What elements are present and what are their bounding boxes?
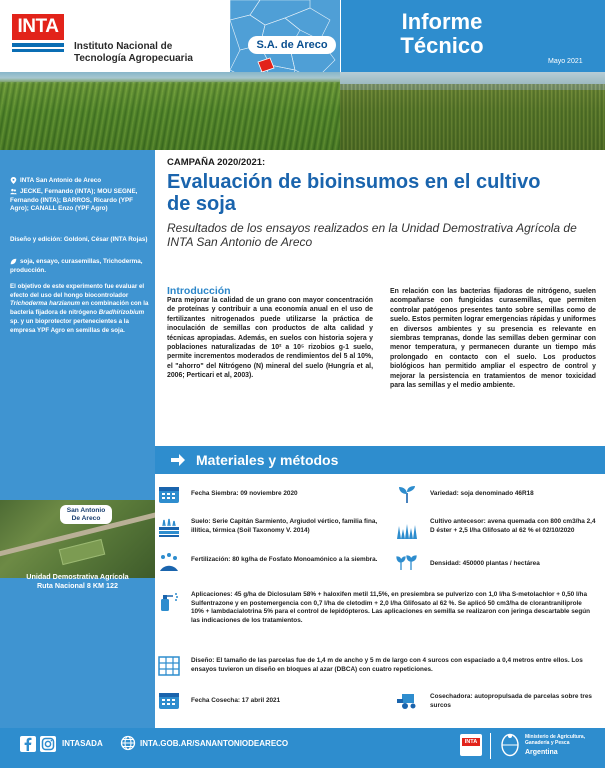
facebook-icon[interactable] [20,736,36,752]
fertilizer-icon [158,552,180,572]
sidebar-unit [10,177,150,186]
grass-icon [396,520,418,540]
soil-layers-icon [158,518,180,538]
report-date: Mayo 2021 [548,58,583,65]
authors-text: JECKE, Fernando (INTA); MOU SEGNE, Fernando (INTA); BARROS, Ricardo (YPF Agro); CANALL Enzo (YPF Agro) [10,188,138,213]
campaign-label: CAMPAÑA 2020/2021: [167,157,266,168]
header [0,0,605,150]
site-line-2: Ruta Nacional 8 KM 122 [36,581,119,590]
location-badge: S.A. de Areco [248,36,336,54]
location-pin-icon [10,177,17,184]
sprout-icon [396,484,418,504]
site-line-1: Unidad Demostrativa Agrícola [26,572,129,581]
footer-divider [490,733,491,759]
footer-inta-text: INTA [462,738,480,746]
sidebar-abstract [10,283,150,335]
crop-rows [0,82,340,150]
intro-heading: Introducción [167,285,231,297]
soil-type: Suelo: Serie Capitán Sarmiento, Argiudol vértico, familia fina, illítica, térmica (Soil Taxonomy V. 2014) [191,518,378,534]
site-location [0,572,155,590]
keywords-text: soja, ensayo, curasemillas, Trichoderma, producción. [10,258,143,274]
variety: Variedad: soja denominado 46R18 [430,490,534,497]
intro-right-column: En relación con las bacterias fijadoras de nitrógeno, suelen acompañarse con fungicidas curasemillas, que permiten controlar patógenos presentes tanto sobre semillas como de suelo. Estos permiten lograr emergencias rápidas y uniformes en diversos ambientes y su presencia es relevante en siembras tempranas, donde las semillas deben germinar con menor temperatura, y permanecen durante un tiempo más prolongado en contacto con el suelo. Los productos biológicos han permitido ampliar el espectro de control y mejorar la persistencia en tratamientos de menor toxicidad para las semillas y el medio ambiente. [390,288,596,390]
abstract-text: en combinación con la bacteria fijadora de nitrógeno [10,300,149,317]
sprayer-icon [158,592,180,612]
ministry-name: Ministerio de Agricultura, Ganadería y Pesca [525,734,586,746]
harvester: Cosechadora: autopropulsada de parcelas sobre tres surcos [430,693,592,709]
footer-inta-logo [460,734,482,756]
leaf-icon [10,258,17,265]
institute-name: Instituto Nacional de Tecnología Agropecuaria [74,41,193,64]
page-title: Evaluación de bioinsumos en el cultivo de soja [167,171,541,215]
page-subtitle: Resultados de los ensayos realizados en la Unidad Demostrativa Agrícola de INTA San Antonio de Areco [167,221,577,249]
abstract-species: Trichoderma harzianum [10,300,81,308]
social-handle[interactable]: INTASADA [62,739,103,748]
harvest-date: Fecha Cosecha: 17 abril 2021 [191,697,281,704]
applications: Aplicaciones: 45 g/ha de Diclosulam 58% + haloxifen metil 11,5%, en presiembra se pulverizo con 1,0 l/ha S-metolachlor + 0,50 l/ha Sulfentrazone y en postemergencia con 0,7 l/ha de cletodim + 2,0 l/ha Glifosato al 62 %. Se aplicó 50 cm3/ha de clorantraniliprole 10% + lambdacialotrina 5% para el control de lepidópteros. Las aplicaciones en semilla se realizaron con jeringa descartable según las indicaciones de los tratamientos. [191,591,591,624]
density: Densidad: 450000 plantas / hectárea [430,560,540,567]
trial-design: Diseño: El tamaño de las parcelas fue de 1,4 m de ancho y 5 m de largo con 4 surcos con espaciado a 0,4 metros entre ellos. Los ensayos tuvieron un diseño en bloques al azar (DBCA) con cuatro repeticiones. [191,657,583,673]
arrow-right-icon [170,452,186,468]
calendar-icon [158,690,180,710]
sidebar-design: Diseño y edición: Goldoni, César (INTA Rojas) [10,236,148,243]
crop-rows [340,84,605,150]
fertilization: Fertilización: 80 kg/ha de Fosfato Monoamónico a la siembra. [191,556,378,563]
website-link[interactable]: INTA.GOB.AR/SANANTONIODEARECO [140,739,289,748]
globe-icon [120,735,136,751]
instagram-glyph [40,736,56,752]
trial-plot [59,539,106,565]
section-title: Materiales y métodos [196,452,339,468]
country-name: Argentina [525,749,558,756]
plants-icon [396,552,418,572]
unit-text: INTA San Antonio de Areco [20,177,102,185]
harvester-icon [396,690,418,710]
previous-crop: Cultivo antecesor: avena quemada con 800 cm3/ha 2,4 D éster + 2,5 l/ha Glifosato al 62 % el 02/10/2020 [430,518,596,534]
sowing-date: Fecha Siembra: 09 noviembre 2020 [191,490,298,497]
soybean-field-photo [0,72,605,150]
sidebar-keywords [10,258,150,275]
logo-bar [12,49,64,52]
inta-logo-text: INTA [12,14,64,40]
abstract-text: sp. y un bioprotector pertenecientes a la empresa YPF Agro en semillas de soja. [10,317,129,334]
logo-bar [12,43,64,47]
sidebar-authors [10,188,150,214]
grid-design-icon [158,656,180,676]
intro-left-column: Para mejorar la calidad de un grano con mayor concentración de proteínas y contribuir a una economía anual en el uso de fertilizantes nitrogenados puede utilizarse la práctica de inoculación de semillas con productos de alta calidad y técnicas apropiadas. Además, en suelos con historia sojera y poblaciones naturalizadas de 10² a 10⁵ rizobios g-1 suelo, permite incrementos moderados de rendimientos del 5 al 10%, el "ahorro" del Nitrógeno (N) mineral del suelo (Hungría et al, 2006; Perticari et al, 2003). [167,297,373,380]
abstract-species: Bradhirizobium [98,309,145,317]
national-shield-icon [500,732,520,758]
aerial-photo-label: San Antonio De Areco [60,505,112,524]
people-icon [10,188,17,195]
inta-logo [12,14,64,52]
facebook-glyph [20,736,36,752]
report-title: Informe Técnico [400,9,484,58]
calendar-icon [158,484,180,504]
instagram-icon[interactable] [40,736,56,752]
abstract-text: El objetivo de este experimento fue evaluar el efecto del uso del hongo biocontrolador [10,283,145,299]
